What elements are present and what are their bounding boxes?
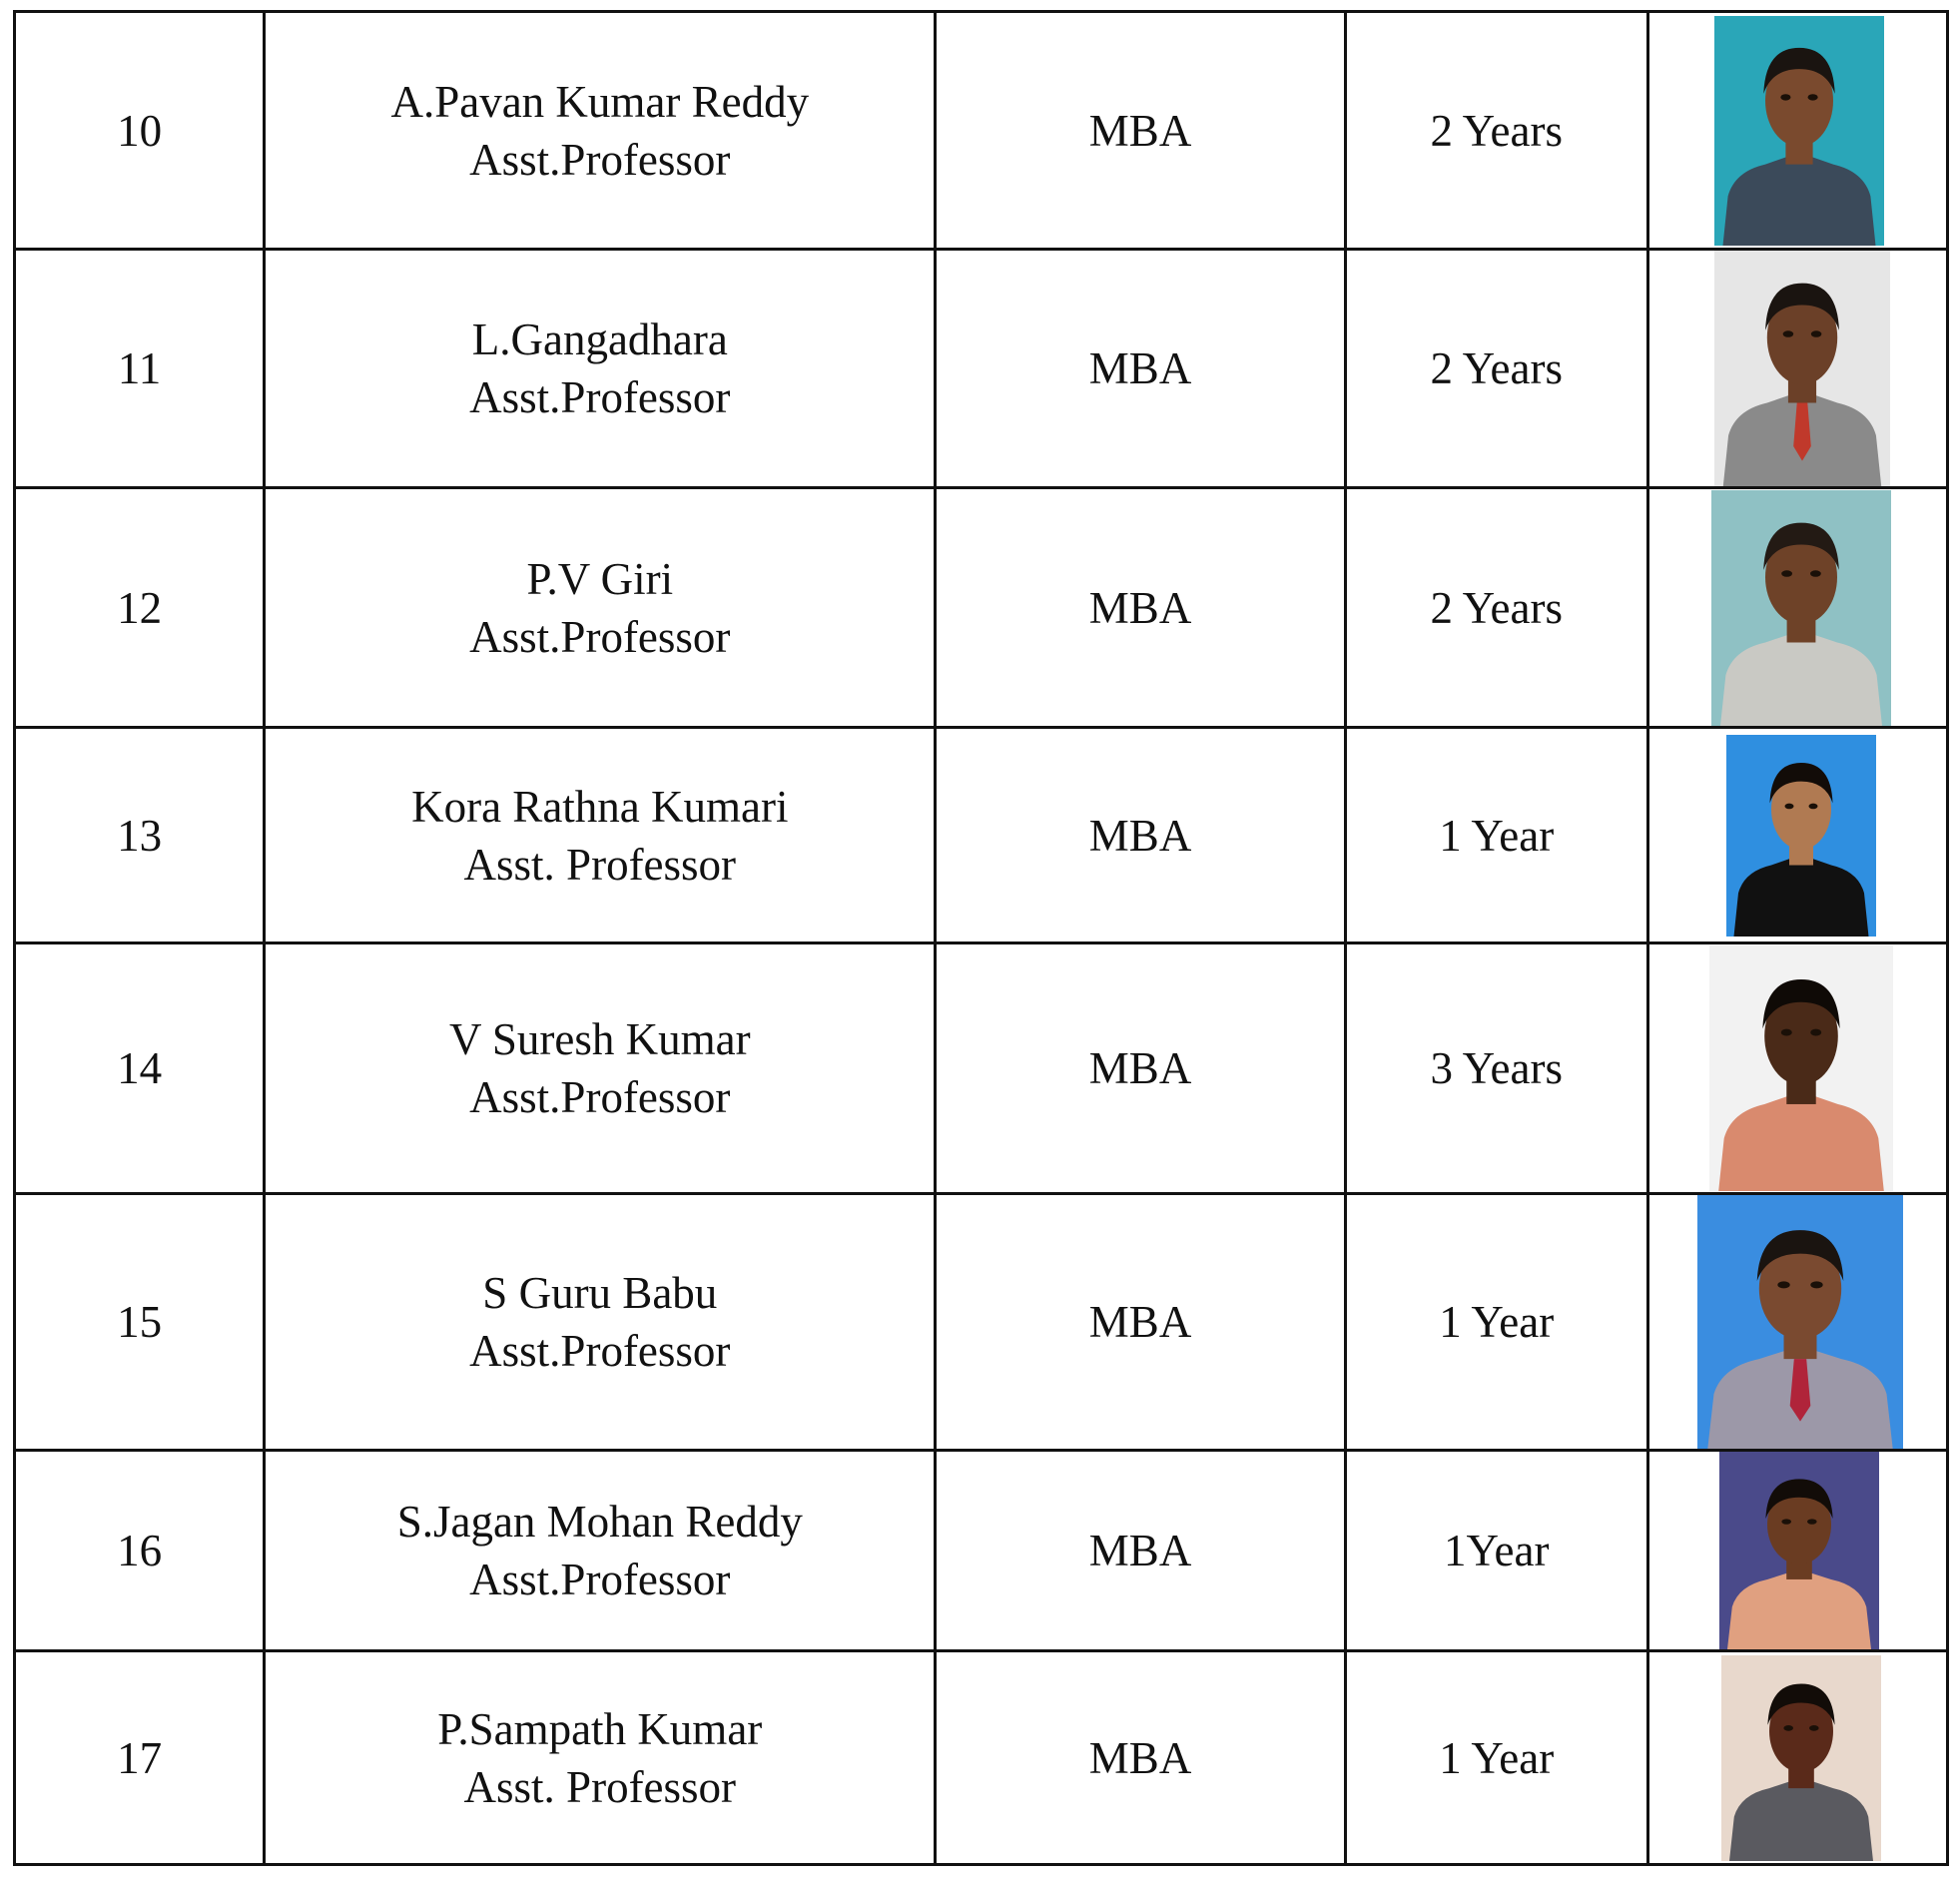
portrait-left-eye bbox=[1777, 1281, 1789, 1288]
faculty-name-cell bbox=[265, 728, 936, 943]
qualification-cell: MBA bbox=[936, 1651, 1345, 1865]
portrait-image bbox=[1697, 1195, 1903, 1449]
serial-number-cell: 16 bbox=[15, 1451, 265, 1651]
serial-number-cell: 11 bbox=[15, 250, 265, 488]
photo-cell bbox=[1647, 12, 1947, 250]
experience-cell: 1 Year bbox=[1345, 1194, 1647, 1451]
experience-cell: 2 Years bbox=[1345, 250, 1647, 488]
portrait-image bbox=[1726, 735, 1876, 937]
portrait-left-eye bbox=[1781, 570, 1792, 577]
portrait-left-eye bbox=[1784, 803, 1793, 809]
qualification-cell: MBA bbox=[936, 12, 1345, 250]
faculty-name-cell bbox=[265, 250, 936, 488]
portrait-right-eye bbox=[1810, 570, 1821, 577]
table-row bbox=[15, 488, 1948, 728]
faculty-designation: Asst.Professor bbox=[469, 134, 731, 185]
experience-cell: 2 Years bbox=[1345, 12, 1647, 250]
faculty-name-cell bbox=[265, 1451, 936, 1651]
faculty-name-cell bbox=[265, 1651, 936, 1865]
experience-cell: 3 Years bbox=[1345, 943, 1647, 1194]
faculty-name: Kora Rathna Kumari bbox=[411, 781, 789, 832]
qualification-cell: MBA bbox=[936, 1194, 1345, 1451]
faculty-designation: Asst.Professor bbox=[469, 1072, 731, 1122]
serial-number-cell: 10 bbox=[15, 12, 265, 250]
portrait-left-eye bbox=[1783, 1725, 1793, 1731]
portrait-left-eye bbox=[1781, 1519, 1791, 1524]
serial-number-cell: 12 bbox=[15, 488, 265, 728]
faculty-name: P.V Giri bbox=[526, 553, 674, 604]
faculty-designation: Asst.Professor bbox=[469, 372, 731, 422]
portrait-image bbox=[1711, 490, 1891, 726]
portrait-image bbox=[1719, 1452, 1879, 1649]
table-row bbox=[15, 943, 1948, 1194]
faculty-photo bbox=[1721, 1655, 1881, 1861]
photo-cell bbox=[1647, 250, 1947, 488]
faculty-name-cell bbox=[265, 12, 936, 250]
qualification-cell: MBA bbox=[936, 728, 1345, 943]
serial-number-cell: 17 bbox=[15, 1651, 265, 1865]
table-row bbox=[15, 1451, 1948, 1651]
qualification-cell: MBA bbox=[936, 1451, 1345, 1651]
faculty-name: V Suresh Kumar bbox=[448, 1014, 751, 1064]
portrait-left-eye bbox=[1782, 330, 1793, 337]
portrait-right-eye bbox=[1808, 803, 1817, 809]
portrait-image bbox=[1721, 1655, 1881, 1861]
faculty-name: P.Sampath Kumar bbox=[437, 1703, 763, 1754]
qualification-cell: MBA bbox=[936, 250, 1345, 488]
portrait-left-eye bbox=[1781, 1029, 1792, 1036]
experience-cell: 2 Years bbox=[1345, 488, 1647, 728]
faculty-designation: Asst. Professor bbox=[463, 839, 737, 890]
faculty-name-cell bbox=[265, 488, 936, 728]
table-row bbox=[15, 1651, 1948, 1865]
faculty-photo bbox=[1726, 735, 1876, 937]
portrait-left-eye bbox=[1780, 94, 1790, 100]
portrait-right-eye bbox=[1810, 1029, 1821, 1036]
faculty-name-cell bbox=[265, 1194, 936, 1451]
photo-cell bbox=[1647, 943, 1947, 1194]
experience-cell: 1 Year bbox=[1345, 728, 1647, 943]
faculty-name: S.Jagan Mohan Reddy bbox=[396, 1497, 803, 1547]
photo-cell bbox=[1647, 1194, 1947, 1451]
faculty-table bbox=[13, 10, 1949, 1866]
faculty-name: A.Pavan Kumar Reddy bbox=[390, 76, 810, 127]
serial-number-cell: 13 bbox=[15, 728, 265, 943]
table-row bbox=[15, 12, 1948, 250]
portrait-image bbox=[1714, 251, 1890, 486]
portrait-right-eye bbox=[1809, 1725, 1819, 1731]
faculty-photo bbox=[1711, 490, 1891, 726]
faculty-name: S Guru Babu bbox=[482, 1268, 718, 1318]
portrait-image bbox=[1714, 16, 1884, 246]
portrait-image bbox=[1709, 945, 1893, 1191]
faculty-designation: Asst. Professor bbox=[463, 1761, 737, 1812]
faculty-photo bbox=[1709, 945, 1893, 1191]
faculty-photo bbox=[1697, 1195, 1903, 1449]
faculty-name: L.Gangadhara bbox=[471, 314, 728, 364]
photo-cell bbox=[1647, 1651, 1947, 1865]
qualification-cell: MBA bbox=[936, 943, 1345, 1194]
qualification-cell: MBA bbox=[936, 488, 1345, 728]
faculty-designation: Asst.Professor bbox=[469, 1555, 731, 1604]
faculty-designation: Asst.Professor bbox=[469, 1326, 731, 1376]
serial-number-cell: 14 bbox=[15, 943, 265, 1194]
portrait-right-eye bbox=[1810, 1281, 1822, 1288]
faculty-designation: Asst.Professor bbox=[469, 611, 731, 662]
serial-number-cell: 15 bbox=[15, 1194, 265, 1451]
faculty-photo bbox=[1719, 1452, 1879, 1649]
table-row bbox=[15, 250, 1948, 488]
portrait-right-eye bbox=[1811, 330, 1822, 337]
portrait-right-eye bbox=[1807, 1519, 1817, 1524]
experience-cell: 1 Year bbox=[1345, 1651, 1647, 1865]
photo-cell bbox=[1647, 728, 1947, 943]
faculty-name-cell bbox=[265, 943, 936, 1194]
photo-cell bbox=[1647, 488, 1947, 728]
faculty-photo bbox=[1714, 16, 1884, 246]
faculty-photo bbox=[1714, 251, 1890, 486]
experience-cell: 1Year bbox=[1345, 1451, 1647, 1651]
faculty-rows bbox=[15, 12, 1948, 1865]
photo-cell bbox=[1647, 1451, 1947, 1651]
portrait-right-eye bbox=[1807, 94, 1817, 100]
table-row bbox=[15, 1194, 1948, 1451]
table-row bbox=[15, 728, 1948, 943]
